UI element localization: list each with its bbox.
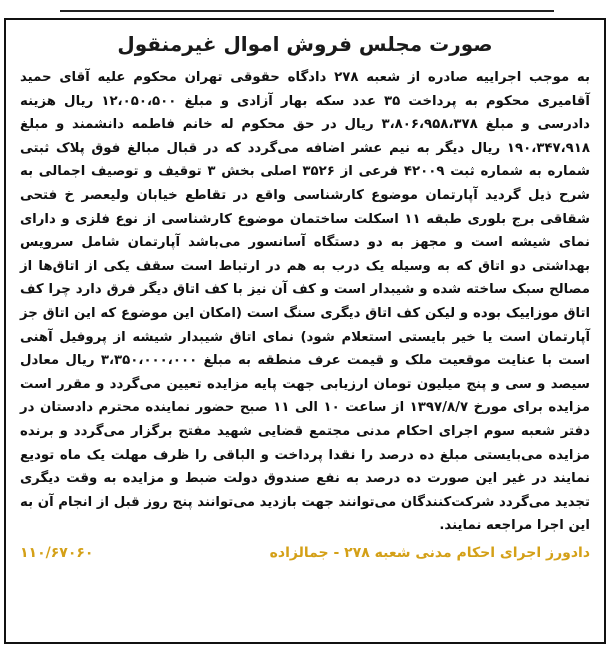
notice-footer <box>20 542 590 564</box>
notice-code: ۱۱۰/۶۷۰۶۰ <box>20 544 94 561</box>
notice-signature: دادورز اجرای احکام مدنی شعبه ۲۷۸ - جمالزاده <box>269 544 590 561</box>
notice-body: به موجب اجراییه صادره از شعبه ۲۷۸ دادگاه حقوقی تهران محکوم علیه آقای حمید آقامیری محکوم به پرداخت ۳۵ عدد سکه بهار آزادی و مبلغ ۱۲،۰۵۰،۵۰۰ ریال هزینه دادرسی و مبلغ ۳،۸۰۶،۹۵۸،۳۷۸ ریال در حق محکوم له خانم فاطمه دانشمند و مبلغ ۱۹۰،۳۴۷،۹۱۸ ریال دیگر به نیم عشر اضافه می‌گردد که در قبال مبالغ فوق پلاک ثبتی شماره به شماره ثبت ۴۲۰۰۹ فرعی از ۳۵۲۶ اصلی بخش ۳ توقیف و توصیف اجمالی به شرح ذیل گردید آپارتمان موضوع کارشناسی واقع در تقاطع خیابان ولیعصر خ فتحی شقاقی برج بلوری طبقه ۱۱ اسکلت ساختمان موضوع کارشناسی از نوع فلزی و دارای نمای شیشه است و مجهز به دو دستگاه آسانسور می‌باشد آپارتمان شامل سرویس بهداشتی دو اتاق که به وسیله یک درب به هم در ارتباط است سقف یکی از اتاق‌ها از مصالح سبک ساخته شده و شیبدار است و کف آن نیز با کف اتاق دیگر فرق دارد چرا کف اتاق موزاییک بوده و لیکن کف اتاق دیگری سنگ است (امکان این موضوع که این اتاق جز آپارتمان است یا خیر بایستی استعلام شود) نمای اتاق شیبدار شیشه از پروفیل آهنی است با عنایت موقعیت ملک و قیمت عرف منطقه به مبلغ ۳،۳۵۰،۰۰۰،۰۰۰ ریال معادل سیصد و سی و پنج میلیون تومان ارزیابی جهت پایه مزایده تعیین می‌گردد و مقرر است مزایده برای مورخ ۱۳۹۷/۸/۷ از ساعت ۱۰ الی ۱۱ صبح حضور نماینده محترم دادستان در دفتر شعبه سوم اجرای احکام مدنی مجتمع قضایی شهید مفتح برگزار می‌گردد و برنده مزایده می‌بایستی مبلغ ده درصد را نقدا پرداخت و الباقی را ظرف مهلت یک ماه تودیع نمایند در غیر این صورت ده درصد به نفع صندوق دولت ضبط و مزایده به وقت دیگری تجدید می‌گردد شرکت‌کنندگان می‌توانند جهت بازدید می‌توانند پنج روز قبل از انجام آن به این اجرا مراجعه نمایند. <box>20 70 590 534</box>
notice-frame <box>4 18 606 644</box>
top-separator-line <box>60 10 554 12</box>
notice-title: صورت مجلس فروش اموال غیرمنقول <box>117 32 493 56</box>
